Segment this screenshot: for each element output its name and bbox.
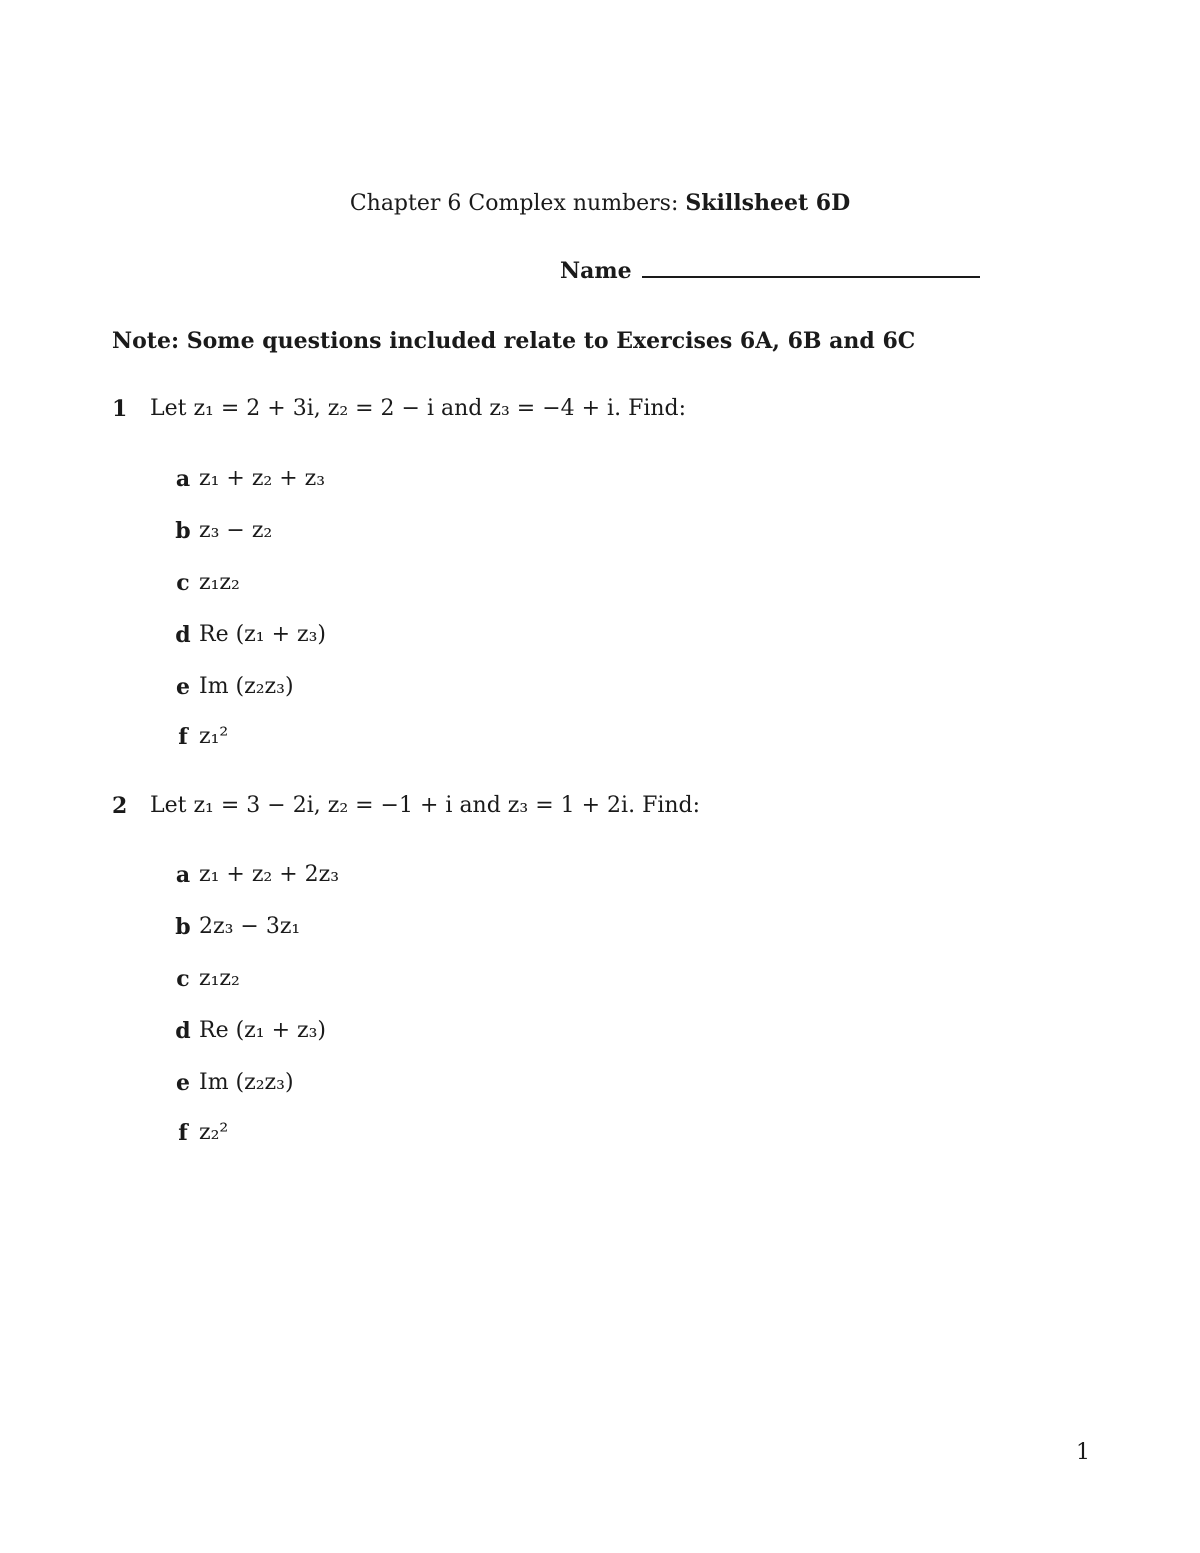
question-1-part-e-expr: Im (z₂z₃) [199, 674, 294, 699]
question-2-part-a-label: a [175, 862, 191, 888]
question-1-part-d-label: d [175, 622, 191, 648]
question-2-part-c-expr: z₁z₂ [199, 966, 240, 991]
note-text: Note: Some questions included relate to Exercises 6A, 6B and 6C [112, 328, 916, 354]
question-1-number: 1 [112, 396, 128, 422]
question-1-part-d-expr: Re (z₁ + z₃) [199, 622, 326, 647]
name-blank-line [642, 258, 980, 278]
name-field [560, 258, 980, 284]
question-1-part-e-label: e [176, 674, 190, 700]
question-2-part-b-expr: 2z₃ − 3z₁ [199, 914, 301, 939]
question-2-stem: Let z₁ = 3 − 2i, z₂ = −1 + i and z₃ = 1 + 2i. Find: [150, 793, 701, 818]
page-title [0, 190, 1200, 216]
question-2-number: 2 [112, 793, 128, 819]
question-1-part-f-label: f [178, 724, 188, 750]
question-2-part-e-label: e [176, 1070, 190, 1096]
question-2-part-f-expr: z₂² [199, 1120, 229, 1145]
question-1-part-a-label: a [175, 466, 191, 492]
question-1-part-c-label: c [176, 570, 190, 596]
question-1-part-c-expr: z₁z₂ [199, 570, 240, 595]
question-2-part-d-expr: Re (z₁ + z₃) [199, 1018, 326, 1043]
question-1-part-a-expr: z₁ + z₂ + z₃ [199, 466, 326, 491]
question-2-part-d-label: d [175, 1018, 191, 1044]
question-2-part-c-label: c [176, 966, 190, 992]
page-number: 1 [1076, 1440, 1090, 1465]
question-2-part-a-expr: z₁ + z₂ + 2z₃ [199, 862, 340, 887]
question-2-part-e-expr: Im (z₂z₃) [199, 1070, 294, 1095]
question-2-part-f-label: f [178, 1120, 188, 1146]
question-1-stem: Let z₁ = 2 + 3i, z₂ = 2 − i and z₃ = −4 + i. Find: [150, 396, 687, 421]
question-1-part-b-expr: z₃ − z₂ [199, 518, 273, 543]
question-2-part-b-label: b [175, 914, 191, 940]
name-label: Name [560, 258, 632, 284]
title-prefix: Chapter 6 Complex numbers: [349, 191, 679, 216]
question-1-part-f-expr: z₁² [199, 724, 229, 749]
question-1-part-b-label: b [175, 518, 191, 544]
title-skillsheet: Skillsheet 6D [685, 190, 851, 216]
